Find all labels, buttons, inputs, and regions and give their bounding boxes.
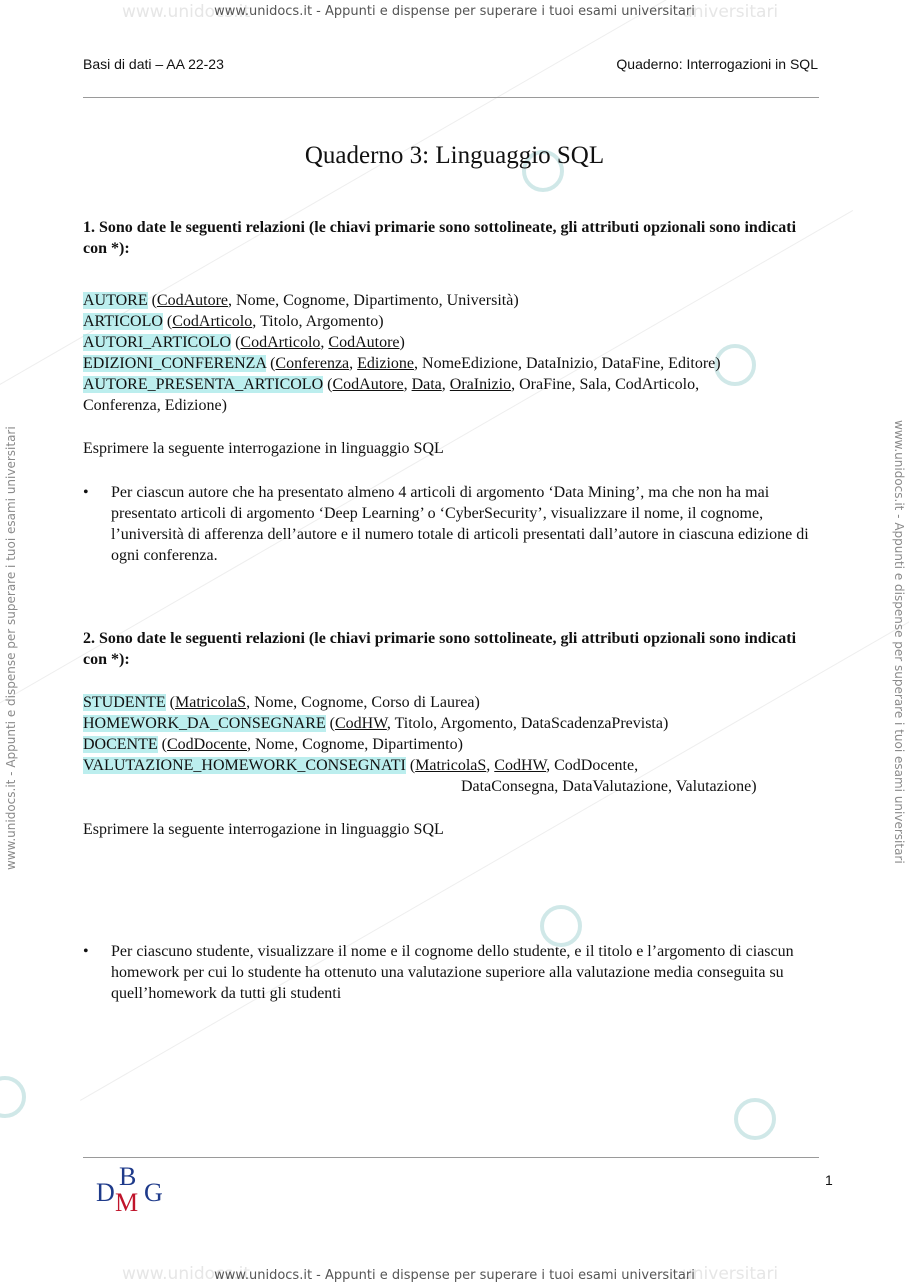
header-course: Basi di dati – AA 22-23 bbox=[83, 56, 224, 72]
relation-docente: DOCENTE (CodDocente, Nome, Cognome, Dipartimento) bbox=[83, 736, 463, 753]
page-title: Quaderno 3: Linguaggio SQL bbox=[304, 142, 605, 169]
relation-studente: STUDENTE (MatricolaS, Nome, Cognome, Corso di Laurea) bbox=[83, 694, 480, 711]
header-rule bbox=[83, 97, 819, 98]
relation-edizioni-conferenza: EDIZIONI_CONFERENZA (Conferenza, Edizione, NomeEdizione, DataInizio, DataFine, Editore) bbox=[83, 355, 721, 372]
bullet-icon: • bbox=[83, 943, 89, 960]
section2-query-text: Per ciascuno studente, visualizzare il nome e il cognome dello studente, e il titolo e l’argomento di ciascun homework per cui lo studente ha ottenuto una valutazione superiore alla valutazione media conseguita su quell’homework da tutti gli studenti bbox=[111, 943, 794, 1002]
section2-relations bbox=[83, 692, 828, 797]
logo-letter-m: M bbox=[115, 1188, 139, 1217]
relation-autore-presenta-articolo: AUTORE_PRESENTA_ARTICOLO (CodAutore, Data, OraInizio, OraFine, Sala, CodArticolo, bbox=[83, 376, 700, 393]
section2-heading: 2. Sono date le seguenti relazioni (le chiavi primarie sono sottolineate, gli attributi opzionali sono indicati con *): bbox=[83, 630, 797, 668]
watermark-ring-icon bbox=[734, 1098, 776, 1140]
relation-articolo: ARTICOLO (CodArticolo, Titolo, Argomento) bbox=[83, 313, 384, 330]
section1-query bbox=[83, 482, 831, 566]
relation-valutazione-homework: VALUTAZIONE_HOMEWORK_CONSEGNATI (MatricolaS, CodHW, CodDocente, bbox=[83, 757, 639, 774]
header-notebook: Quaderno: Interrogazioni in SQL bbox=[616, 56, 818, 72]
section1-heading: 1. Sono date le seguenti relazioni (le chiavi primarie sono sottolineate, gli attributi opzionali sono indicati con *): bbox=[83, 219, 797, 257]
logo-letter-b: B bbox=[119, 1162, 137, 1191]
relation-autore-presenta-articolo-cont: Conferenza, Edizione) bbox=[83, 397, 227, 414]
relation-autori-articolo: AUTORI_ARTICOLO (CodArticolo, CodAutore) bbox=[83, 334, 405, 351]
watermark-ring-icon bbox=[0, 1076, 26, 1118]
page-number: 1 bbox=[825, 1172, 833, 1188]
relation-valutazione-homework-cont: DataConsegna, DataValutazione, Valutazione) bbox=[461, 778, 757, 795]
section1-query-text: Per ciascun autore che ha presentato almeno 4 articoli di argomento ‘Data Mining’, ma che non ha mai presentato articoli di argomento ‘Deep Learning’ o ‘CyberSecurity’, visualizzare il nome, il cognome, l’università di afferenza dell’autore e il numero totale di articoli presentati dall’autore in ciascuna edizione di ogni conferenza. bbox=[111, 484, 809, 564]
watermark-ghost-bottom: www.unidocs.it bbox=[122, 1264, 251, 1284]
relation-autore: AUTORE (CodAutore, Nome, Cognome, Dipartimento, Università) bbox=[83, 292, 519, 309]
bullet-icon: • bbox=[83, 484, 89, 501]
relation-homework-da-consegnare: HOMEWORK_DA_CONSEGNARE (CodHW, Titolo, Argomento, DataScadenzaPrevista) bbox=[83, 715, 669, 732]
logo-letter-g: G bbox=[144, 1178, 163, 1207]
footer-rule bbox=[83, 1157, 819, 1158]
watermark-right-vertical-text: www.unidocs.it - Appunti e dispense per superare i tuoi esami universitari bbox=[892, 420, 906, 864]
section1-prompt: Esprimere la seguente interrogazione in linguaggio SQL bbox=[83, 440, 444, 457]
section1-relations bbox=[83, 290, 828, 416]
watermark-bottom-text: www.unidocs.it - Appunti e dispense per superare i tuoi esami universitari bbox=[214, 1268, 695, 1283]
watermark-ghost-bottom-right: universitari bbox=[682, 1264, 779, 1284]
watermark-left-vertical-text: www.unidocs.it - Appunti e dispense per superare i tuoi esami universitari bbox=[4, 426, 18, 870]
section2-query bbox=[83, 941, 831, 1004]
watermark-top-text: www.unidocs.it - Appunti e dispense per superare i tuoi esami universitari bbox=[214, 4, 695, 19]
dbmg-logo bbox=[96, 1162, 176, 1218]
logo-letter-d: D bbox=[96, 1178, 115, 1207]
watermark-ghost-top-right: universitari bbox=[682, 2, 779, 22]
section2-prompt: Esprimere la seguente interrogazione in linguaggio SQL bbox=[83, 821, 444, 838]
watermark-ghost-top: www.unidocs.it bbox=[122, 2, 251, 22]
